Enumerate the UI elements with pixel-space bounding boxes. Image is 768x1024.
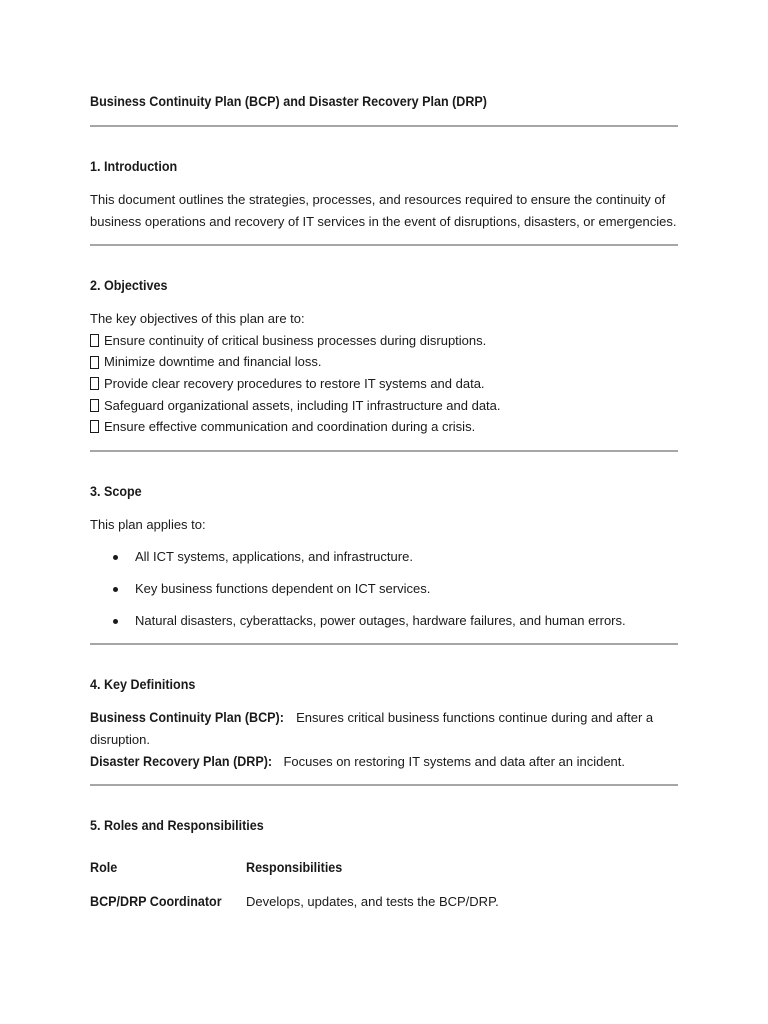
section-divider <box>90 244 678 246</box>
objective-item <box>90 395 678 417</box>
introduction-text: This document outlines the strategies, processes, and resources required to ensure the continuity of business operations and recovery of IT services in the event of disruptions, disasters, or emergencies. <box>90 192 677 229</box>
definition-term: Business Continuity Plan (BCP): <box>90 710 284 726</box>
scope-item <box>90 579 678 599</box>
responsibilities-column-header: Responsibilities <box>246 859 343 875</box>
table-row <box>90 884 678 918</box>
scope-text: All ICT systems, applications, and infrastructure. <box>135 549 413 565</box>
definition-item <box>90 707 678 750</box>
objective-text: Safeguard organizational assets, including IT infrastructure and data. <box>104 397 501 413</box>
role-column-header-cell <box>90 860 246 875</box>
objective-text: Ensure continuity of critical business processes during disruptions. <box>104 332 487 348</box>
document-title: Business Continuity Plan (BCP) and Disaster Recovery Plan (DRP) <box>90 94 487 109</box>
definition-item <box>90 751 678 773</box>
definitions-heading: 4. Key Definitions <box>90 677 196 693</box>
introduction-heading: 1. Introduction <box>90 159 178 174</box>
scope-text: Natural disasters, cyberattacks, power outages, hardware failures, and human errors. <box>135 613 626 629</box>
scope-heading: 3. Scope <box>90 483 142 499</box>
roles-table-header <box>90 850 678 884</box>
section-divider <box>90 125 678 127</box>
definition-text: Ensures critical business functions continue during and after a disruption. <box>90 710 654 747</box>
definitions-block <box>90 707 678 772</box>
roles-heading: 5. Roles and Responsibilities <box>90 818 264 834</box>
objective-text: Provide clear recovery procedures to restore IT systems and data. <box>104 375 485 391</box>
roles-table <box>90 850 678 918</box>
responsibilities-column-header-cell <box>246 860 350 875</box>
bullet-icon <box>113 587 118 592</box>
section-divider <box>90 784 678 786</box>
checkbox-glyph-icon <box>90 334 99 347</box>
section-divider <box>90 450 678 452</box>
bullet-icon <box>113 619 118 624</box>
document-body <box>90 92 678 918</box>
scope-text: Key business functions dependent on ICT services. <box>135 581 431 597</box>
role-name: BCP/DRP Coordinator <box>90 893 222 909</box>
checkbox-glyph-icon <box>90 399 99 412</box>
objective-item <box>90 416 678 438</box>
checkbox-glyph-icon <box>90 377 99 390</box>
objective-item <box>90 351 678 373</box>
scope-intro: This plan applies to: <box>90 516 206 532</box>
section-divider <box>90 643 678 645</box>
scope-item <box>90 611 678 631</box>
checkbox-glyph-icon <box>90 356 99 369</box>
objectives-heading: 2. Objectives <box>90 278 168 294</box>
objective-item <box>90 330 678 352</box>
objectives-intro: The key objectives of this plan are to: <box>90 311 305 327</box>
responsibility-text: Develops, updates, and tests the BCP/DRP. <box>246 893 499 909</box>
checkbox-glyph-icon <box>90 420 99 433</box>
bullet-icon <box>113 555 118 560</box>
objective-item <box>90 373 678 395</box>
objective-text: Ensure effective communication and coordination during a crisis. <box>104 419 476 435</box>
definition-term: Disaster Recovery Plan (DRP): <box>90 753 273 769</box>
scope-list <box>90 547 678 631</box>
role-column-header: Role <box>90 859 118 875</box>
objectives-list <box>90 330 678 438</box>
scope-item <box>90 547 678 567</box>
objective-text: Minimize downtime and financial loss. <box>104 354 322 370</box>
role-cell <box>90 894 246 909</box>
definition-text: Focuses on restoring IT systems and data after an incident. <box>283 753 626 769</box>
